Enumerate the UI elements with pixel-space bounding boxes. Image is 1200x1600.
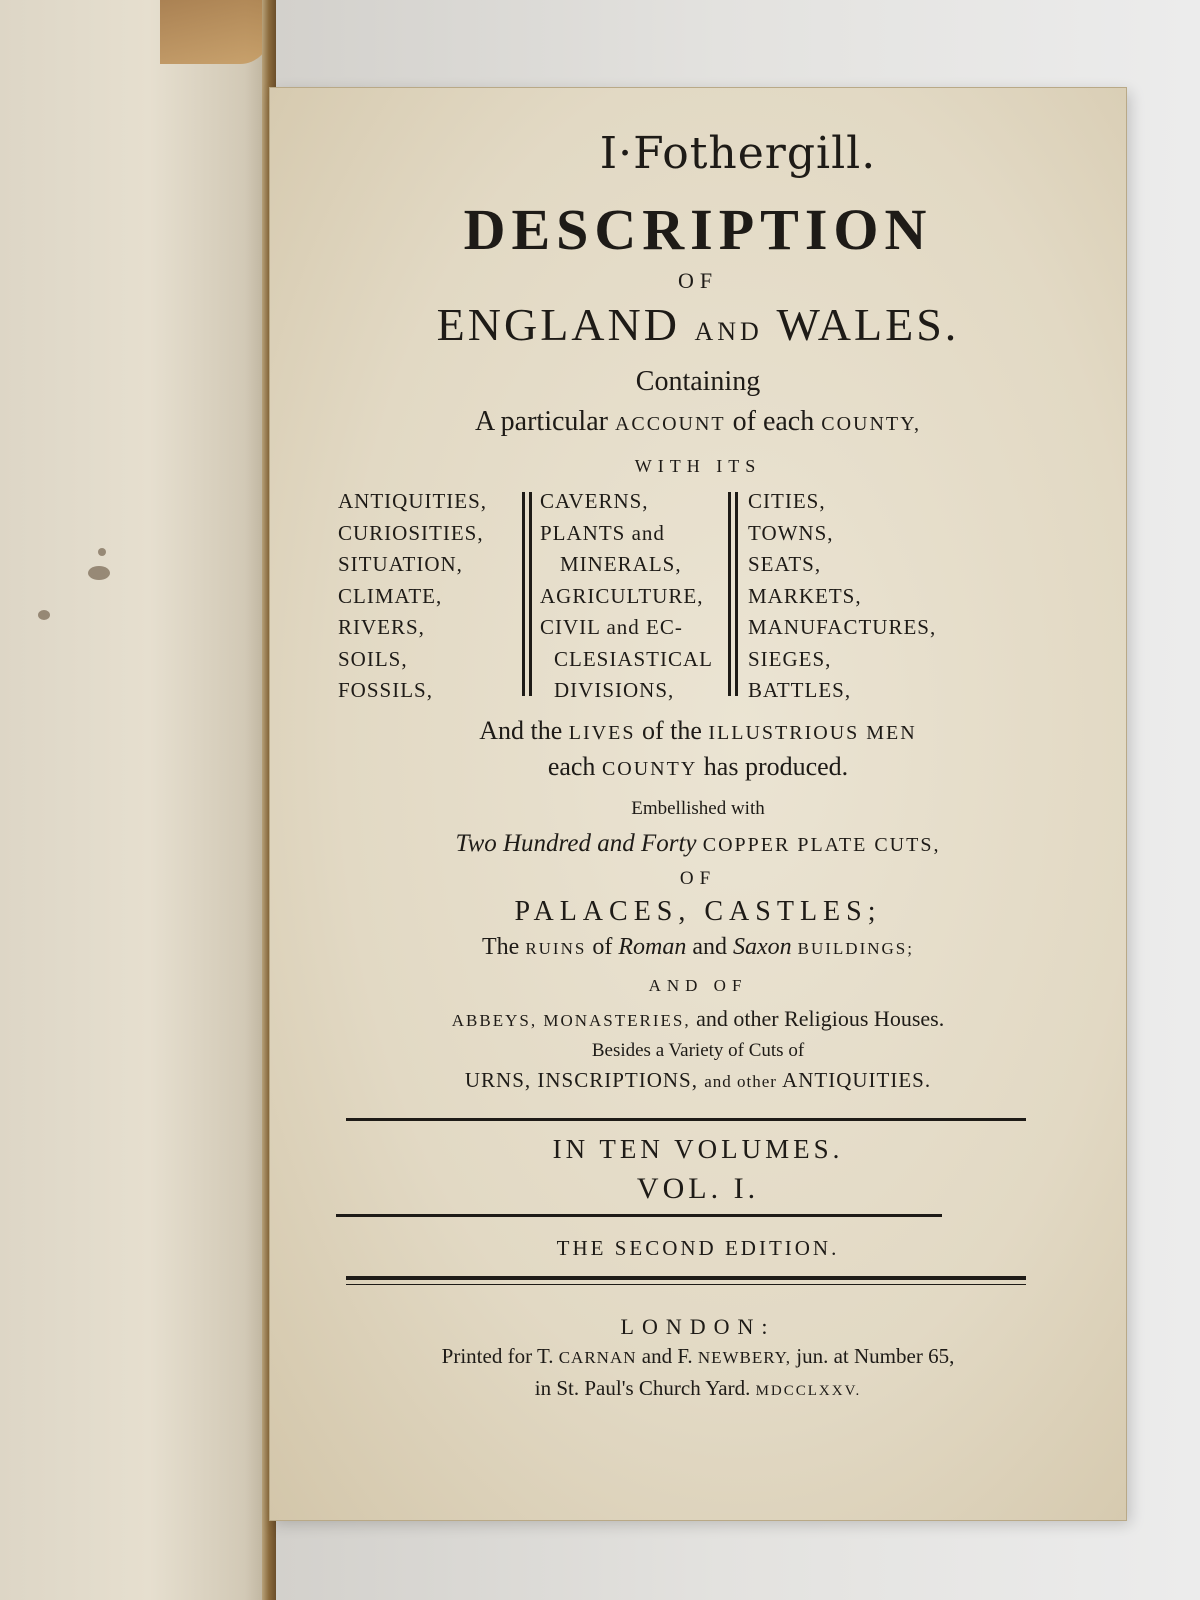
lives-text: of the [641, 716, 702, 745]
list-item: CITIES, [748, 489, 826, 513]
urns-caps: URNS, INSCRIPTIONS, [464, 1068, 698, 1092]
plates-number: Two Hundred and Forty [455, 830, 697, 857]
lives-text: has produced. [703, 752, 849, 781]
abbeys-text: and other Religious Houses. [696, 1006, 945, 1031]
list-item: FOSSILS, [338, 678, 433, 702]
imprint-address [270, 1376, 1126, 1401]
lives-caps: ILLUSTRIOUS MEN [708, 722, 917, 744]
list-item: CLIMATE, [338, 583, 443, 608]
account-caps: ACCOUNT [614, 413, 726, 435]
account-line [270, 406, 1126, 438]
imprint-caps: CARNAN [558, 1348, 637, 1367]
imprint-text: and F. [641, 1344, 693, 1368]
besides: Besides a Variety of Cuts of [591, 1040, 805, 1061]
of-line: OF [679, 868, 717, 889]
ink-stain [38, 610, 50, 620]
list-item: CLESIASTICAL [554, 646, 713, 671]
title-of: OF [677, 268, 719, 293]
list-item: BATTLES, [748, 678, 852, 702]
horizontal-rule [346, 1276, 1026, 1280]
ink-stain [98, 548, 106, 556]
containing: Containing [635, 366, 761, 397]
lives-line-2 [270, 752, 1126, 782]
lives-caps: LIVES [568, 722, 636, 744]
lives-caps: COUNTY [601, 758, 698, 780]
title-and: AND [694, 317, 763, 346]
column-left [338, 486, 487, 707]
urns-text: and other [704, 1072, 777, 1091]
column-right [748, 486, 936, 707]
list-item: SEATS, [748, 552, 822, 576]
imprint-year: MDCCLXXV. [755, 1383, 862, 1399]
imprint-caps: NEWBERY, [697, 1348, 792, 1367]
binding-corner [160, 0, 270, 64]
imprint-city: LONDON: [620, 1314, 776, 1339]
list-item: SIEGES, [748, 646, 832, 671]
embellished: Embellished with [631, 798, 765, 819]
title-wales: WALES. [776, 299, 960, 350]
list-item: CURIOSITIES, [338, 520, 484, 545]
urns-caps: ANTIQUITIES. [782, 1068, 932, 1092]
account-text: A particular [475, 406, 608, 437]
list-item: MINERALS, [560, 552, 682, 576]
list-item: MANUFACTURES, [748, 615, 937, 639]
ruins-text: and [692, 934, 727, 960]
imprint-text: in St. Paul's Church Yard. [534, 1376, 751, 1400]
column-middle [540, 486, 713, 707]
list-item: DIVISIONS, [554, 678, 675, 702]
title-england: ENGLAND [436, 299, 680, 350]
ruins-text: The [482, 934, 520, 960]
left-page [0, 0, 273, 1600]
and-of: AND OF [648, 976, 748, 995]
list-item: PLANTS and [540, 520, 665, 545]
abbeys-caps: ABBEYS, MONASTERIES, [451, 1011, 691, 1030]
column-divider [728, 492, 731, 696]
ruins-saxon: Saxon [732, 934, 792, 960]
list-item: RIVERS, [338, 615, 425, 639]
urns-line [270, 1068, 1126, 1093]
list-item: CIVIL and EC- [540, 615, 683, 639]
ruins-text: of [592, 934, 613, 960]
list-item: ANTIQUITIES, [338, 489, 488, 513]
column-divider [529, 492, 532, 696]
list-item: CAVERNS, [540, 489, 649, 513]
imprint-text: jun. at Number 65, [796, 1344, 955, 1368]
title-england-wales [270, 298, 1126, 351]
ruins-caps: BUILDINGS; [797, 939, 914, 958]
list-item: SITUATION, [338, 552, 463, 576]
ink-stain [88, 566, 110, 580]
horizontal-rule [346, 1118, 1026, 1121]
ruins-line [270, 934, 1126, 961]
horizontal-rule [346, 1284, 1026, 1285]
ruins-caps: RUINS [525, 939, 587, 958]
volume-number: VOL. I. [636, 1172, 760, 1205]
ruins-roman: Roman [618, 934, 687, 960]
list-item: MARKETS, [748, 583, 862, 608]
horizontal-rule [336, 1214, 942, 1217]
lives-text: each [547, 752, 596, 781]
edition: THE SECOND EDITION. [556, 1236, 840, 1260]
lives-line-1 [270, 716, 1126, 746]
lives-text: And the [479, 716, 563, 745]
list-item: SOILS, [338, 646, 408, 671]
list-item: AGRICULTURE, [540, 583, 704, 608]
list-item: TOWNS, [748, 520, 834, 545]
plates-line [270, 830, 1126, 858]
owner-signature: I·Fothergill. [599, 128, 877, 179]
imprint-text: Printed for T. [441, 1344, 554, 1368]
account-county: COUNTY, [821, 413, 921, 435]
column-divider [735, 492, 738, 696]
imprint-printers [270, 1344, 1126, 1369]
column-divider [522, 492, 525, 696]
subject-columns [338, 486, 1058, 702]
title-description: DESCRIPTION [463, 197, 933, 262]
volumes: IN TEN VOLUMES. [552, 1134, 844, 1164]
abbeys-line [270, 1006, 1126, 1032]
plates-cuts: COPPER PLATE CUTS, [702, 834, 941, 856]
title-page [270, 88, 1126, 1520]
account-text: of each [732, 406, 815, 437]
with-its: WITH ITS [634, 456, 762, 476]
palaces-castles: PALACES, CASTLES; [514, 896, 882, 927]
